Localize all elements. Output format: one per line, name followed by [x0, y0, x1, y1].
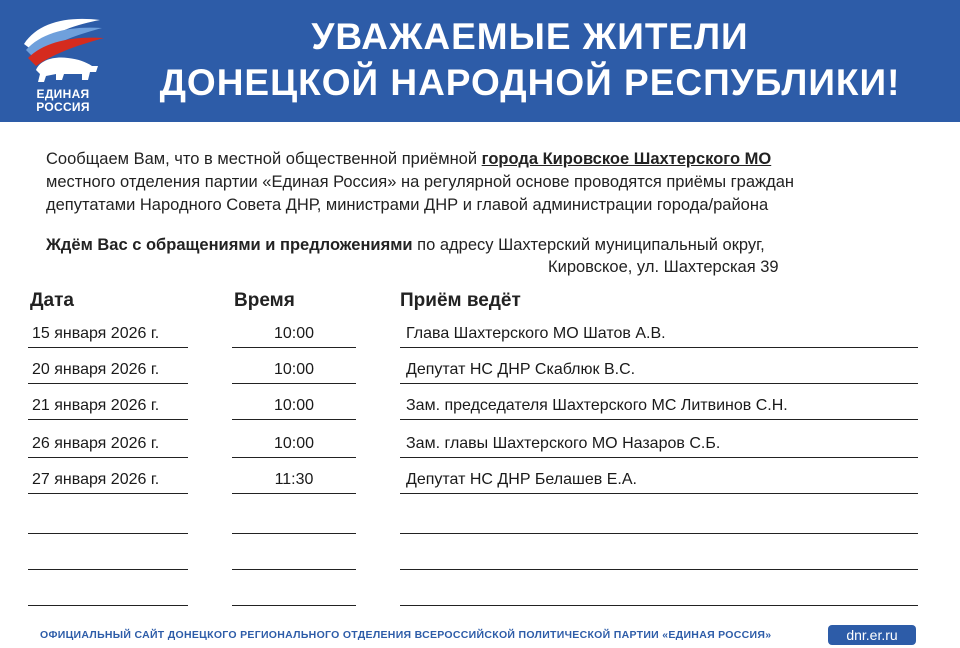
intro-location-highlight: города Кировское Шахтерского МО	[481, 150, 772, 168]
row-time: 10:00	[232, 432, 356, 458]
footer	[0, 622, 960, 648]
intro-line-2: местного отделения партии «Единая Россия» на регулярной основе проводятся приёмы граждан	[46, 173, 794, 191]
row-time: 10:00	[232, 394, 356, 420]
column-header-time: Время	[234, 290, 295, 311]
table-row-empty	[0, 580, 960, 610]
row-host	[400, 544, 918, 570]
invite-paragraph	[46, 234, 936, 278]
row-date	[28, 580, 188, 606]
intro-line-3: депутатами Народного Совета ДНР, министрами ДНР и главой администрации города/района	[46, 196, 769, 214]
row-date: 21 января 2026 г.	[28, 394, 188, 420]
table-row	[0, 322, 960, 352]
table-row-empty	[0, 508, 960, 538]
row-host: Депутат НС ДНР Скаблюк В.С.	[400, 358, 918, 384]
address-line-2: Кировское, ул. Шахтерская 39	[548, 258, 779, 276]
table-row	[0, 468, 960, 498]
row-time	[232, 508, 356, 534]
row-host: Глава Шахтерского МО Шатов А.В.	[400, 322, 918, 348]
header-banner	[0, 0, 960, 122]
row-time: 11:30	[232, 468, 356, 494]
party-logo	[18, 14, 108, 114]
table-row	[0, 394, 960, 424]
row-time: 10:00	[232, 322, 356, 348]
table-row-empty	[0, 544, 960, 574]
row-host	[400, 580, 918, 606]
row-host: Депутат НС ДНР Белашев Е.А.	[400, 468, 918, 494]
row-host	[400, 508, 918, 534]
row-time: 10:00	[232, 358, 356, 384]
logo-line-2: РОССИЯ	[36, 100, 90, 114]
table-row	[0, 358, 960, 388]
row-host: Зам. председателя Шахтерского МС Литвинов С.Н.	[400, 394, 918, 420]
logo-text	[18, 88, 108, 114]
title-line-1: УВАЖАЕМЫЕ ЖИТЕЛИ	[311, 16, 749, 57]
column-header-host: Приём ведёт	[400, 290, 521, 311]
address-line-1: по адресу Шахтерский муниципальный округ,	[412, 236, 765, 254]
site-link[interactable]: dnr.er.ru	[828, 625, 916, 645]
row-date	[28, 508, 188, 534]
row-date: 26 января 2026 г.	[28, 432, 188, 458]
invite-line-1	[46, 236, 765, 254]
bear-flag-icon	[18, 14, 108, 88]
column-header-date: Дата	[30, 290, 74, 311]
row-date: 15 января 2026 г.	[28, 322, 188, 348]
invite-bold-text: Ждём Вас с обращениями и предложениями	[46, 236, 413, 254]
logo-line-1: ЕДИНАЯ	[36, 87, 90, 101]
intro-paragraph	[46, 148, 936, 217]
row-date	[28, 544, 188, 570]
page-title	[150, 14, 910, 106]
row-time	[232, 580, 356, 606]
intro-line-1	[46, 148, 936, 171]
title-line-2: ДОНЕЦКОЙ НАРОДНОЙ РЕСПУБЛИКИ!	[159, 62, 901, 103]
intro-line-1-prefix: Сообщаем Вам, что в местной общественной приёмной	[46, 150, 482, 168]
row-date: 27 января 2026 г.	[28, 468, 188, 494]
table-row	[0, 432, 960, 462]
row-host: Зам. главы Шахтерского МО Назаров С.Б.	[400, 432, 918, 458]
footer-text: ОФИЦИАЛЬНЫЙ САЙТ ДОНЕЦКОГО РЕГИОНАЛЬНОГО ОТДЕЛЕНИЯ ВСЕРОССИЙСКОЙ ПОЛИТИЧЕСКОЙ ПАРТИИ «ЕДИНАЯ РОССИЯ»	[40, 629, 772, 641]
row-date: 20 января 2026 г.	[28, 358, 188, 384]
row-time	[232, 544, 356, 570]
